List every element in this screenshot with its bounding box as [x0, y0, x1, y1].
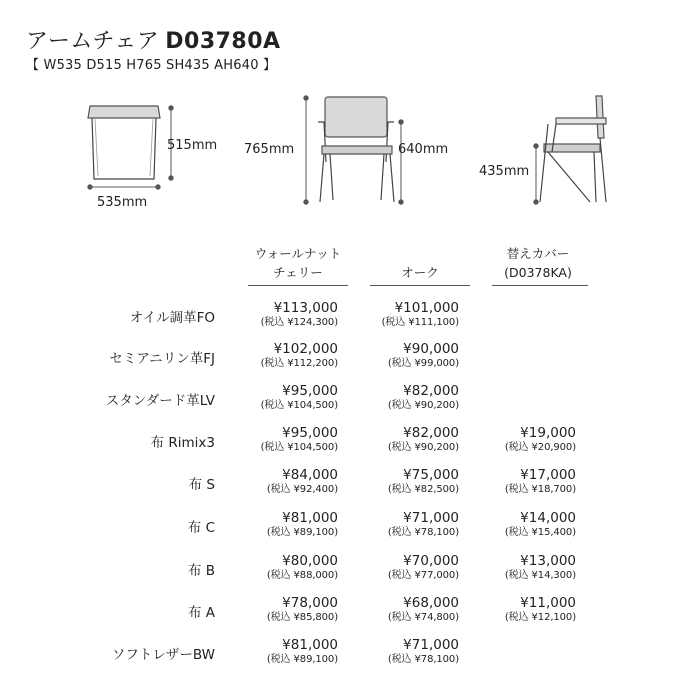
table-row	[0, 637, 700, 679]
price: ¥95,000	[282, 425, 338, 441]
price-cell	[228, 553, 338, 583]
tax-price: (税込 ¥89,100)	[266, 654, 338, 665]
tax-price: (税込 ¥14,300)	[504, 570, 576, 581]
tax-price: (税込 ¥90,200)	[387, 442, 459, 453]
table-row	[0, 341, 700, 383]
price: ¥17,000	[520, 467, 576, 483]
material-name: セミアニリン革FJ	[109, 351, 215, 367]
price: ¥78,000	[282, 595, 338, 611]
tax-price: (税込 ¥15,400)	[504, 527, 576, 538]
price: ¥90,000	[403, 341, 459, 357]
price: ¥14,000	[520, 510, 576, 526]
price: ¥13,000	[520, 553, 576, 569]
price-cell	[349, 637, 459, 667]
tax-price: (税込 ¥111,100)	[381, 317, 459, 328]
price-cell	[349, 300, 459, 330]
header-line: 替えカバー	[506, 246, 570, 261]
price-cell	[228, 383, 338, 413]
material-name: ソフトレザーBW	[111, 647, 215, 663]
header-line	[360, 244, 480, 263]
seat-height-label: 435mm	[479, 164, 530, 179]
material-name: スタンダード革LV	[105, 393, 215, 409]
price: ¥84,000	[282, 467, 338, 483]
price-cell	[349, 553, 459, 583]
price: ¥81,000	[282, 637, 338, 653]
header-line: (D0378KA)	[504, 265, 572, 280]
header-rule	[492, 285, 588, 286]
tax-price: (税込 ¥85,800)	[266, 612, 338, 623]
tax-price: (税込 ¥112,200)	[260, 358, 338, 369]
price: ¥102,000	[273, 341, 338, 357]
tax-price: (税込 ¥90,200)	[387, 400, 459, 411]
material-name: 布 Rimix3	[150, 435, 215, 451]
header-walnut-cherry	[238, 244, 358, 282]
chair-drawings	[0, 84, 700, 214]
table-row	[0, 425, 700, 467]
tax-price: (税込 ¥20,900)	[504, 442, 576, 453]
price: ¥113,000	[273, 300, 338, 316]
tax-price: (税込 ¥18,700)	[504, 484, 576, 495]
price: ¥71,000	[403, 510, 459, 526]
tax-price: (税込 ¥12,100)	[504, 612, 576, 623]
height-label: 765mm	[244, 142, 295, 157]
material-name: オイル調革FO	[129, 310, 215, 326]
price: ¥70,000	[403, 553, 459, 569]
material-name: 布 C	[187, 520, 215, 536]
price-cell	[466, 595, 576, 625]
side-view-drawing	[540, 96, 606, 202]
header-rule	[370, 285, 470, 286]
page-title	[26, 24, 281, 55]
material-name: 布 B	[187, 563, 215, 579]
price: ¥101,000	[394, 300, 459, 316]
price: ¥19,000	[520, 425, 576, 441]
tax-price: (税込 ¥74,800)	[387, 612, 459, 623]
tax-price: (税込 ¥104,500)	[260, 400, 338, 411]
price-cell	[228, 510, 338, 540]
price-cell	[349, 467, 459, 497]
price: ¥95,000	[282, 383, 338, 399]
price-cell	[228, 595, 338, 625]
material-name: 布 S	[188, 477, 215, 493]
price: ¥80,000	[282, 553, 338, 569]
price-cell	[228, 341, 338, 371]
tax-price: (税込 ¥124,300)	[260, 317, 338, 328]
table-row	[0, 595, 700, 637]
price-cell	[228, 425, 338, 455]
price: ¥82,000	[403, 425, 459, 441]
width-label: 535mm	[97, 195, 148, 210]
price-cell	[466, 425, 576, 455]
tax-price: (税込 ¥82,500)	[387, 484, 459, 495]
tax-price: (税込 ¥78,100)	[387, 654, 459, 665]
header-oak	[360, 244, 480, 282]
table-row	[0, 553, 700, 595]
price-cell	[349, 341, 459, 371]
header-line: ウォールナット	[254, 246, 342, 261]
dimensions-summary: 【 W535 D515 H765 SH435 AH640 】	[26, 58, 277, 73]
material-name: 布 A	[187, 605, 215, 621]
depth-label: 515mm	[167, 138, 218, 153]
price-cell	[466, 553, 576, 583]
header-cover	[478, 244, 598, 282]
price: ¥11,000	[520, 595, 576, 611]
price-cell	[349, 510, 459, 540]
tax-price: (税込 ¥89,100)	[266, 527, 338, 538]
side-view-dim-lines	[534, 144, 538, 204]
table-row	[0, 300, 700, 342]
price: ¥68,000	[403, 595, 459, 611]
price: ¥81,000	[282, 510, 338, 526]
product-code: D03780A	[165, 29, 281, 54]
price-cell	[228, 467, 338, 497]
price-cell	[466, 510, 576, 540]
top-view-drawing	[88, 106, 160, 179]
tax-price: (税込 ¥77,000)	[387, 570, 459, 581]
tax-price: (税込 ¥78,100)	[387, 527, 459, 538]
price: ¥75,000	[403, 467, 459, 483]
price: ¥71,000	[403, 637, 459, 653]
header-line: チェリー	[273, 265, 323, 280]
header-rule	[248, 285, 348, 286]
table-row	[0, 510, 700, 552]
tax-price: (税込 ¥88,000)	[266, 570, 338, 581]
price-cell	[349, 595, 459, 625]
product-name: アームチェア	[26, 29, 160, 54]
tax-price: (税込 ¥99,000)	[387, 358, 459, 369]
front-view-drawing	[318, 97, 394, 202]
price-cell	[228, 300, 338, 330]
tax-price: (税込 ¥92,400)	[266, 484, 338, 495]
table-row	[0, 467, 700, 509]
header-line: オーク	[401, 265, 439, 280]
price-cell	[228, 637, 338, 667]
price-cell	[349, 383, 459, 413]
price: ¥82,000	[403, 383, 459, 399]
price-cell	[466, 467, 576, 497]
tax-price: (税込 ¥104,500)	[260, 442, 338, 453]
table-row	[0, 383, 700, 425]
price-cell	[349, 425, 459, 455]
arm-height-label: 640mm	[398, 142, 449, 157]
